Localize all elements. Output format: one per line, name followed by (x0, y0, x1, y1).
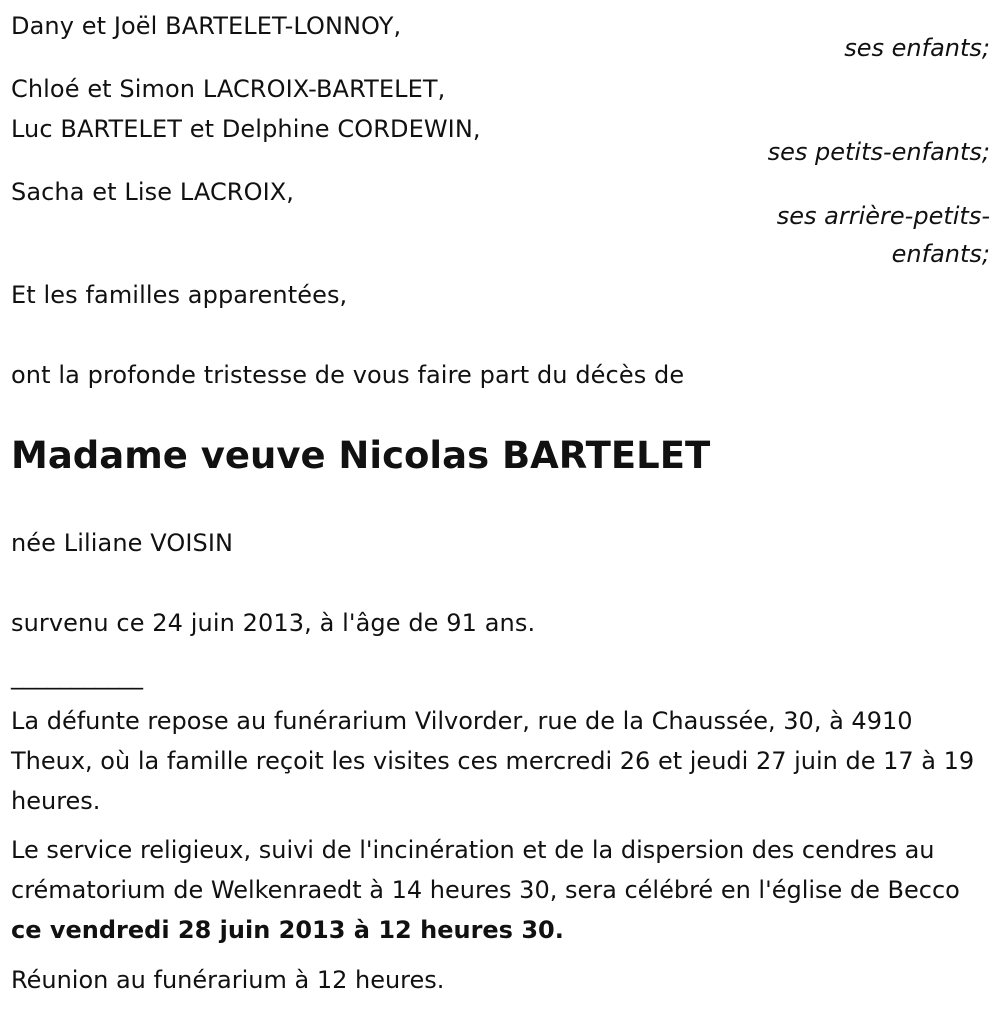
maiden-name: née Liliane VOISIN (11, 529, 234, 557)
service-text: Le service religieux, suivi de l'incinération et de la dispersion des cendres au crématorium de Welkenraedt à 14 heures 30, sera célébré en l'église de Becco (11, 836, 960, 904)
grandchildren-role: ses petits-enfants; (767, 138, 990, 166)
separator-line: ___________ (11, 662, 143, 690)
grandchild-line-2: Luc BARTELET et Delphine CORDEWIN, (11, 115, 481, 143)
great-grandchildren-names: Sacha et Lise LACROIX, (11, 178, 295, 206)
children-names: Dany et Joël BARTELET-LONNOY, (11, 12, 402, 40)
death-notice: survenu ce 24 juin 2013, à l'âge de 91 ans. (11, 609, 536, 637)
related-families: Et les familles apparentées, (11, 281, 348, 309)
great-grandchildren-role-line-2: enfants; (891, 240, 990, 268)
children-role: ses enfants; (844, 34, 990, 62)
service-date: ce vendredi 28 juin 2013 à 12 heures 30. (11, 916, 564, 944)
great-grandchildren-role-line-1: ses arrière-petits- (776, 202, 990, 230)
announcement-intro: ont la profonde tristesse de vous faire part du décès de (11, 361, 685, 389)
service-paragraph (11, 830, 991, 950)
meeting-note: Réunion au funérarium à 12 heures. (11, 966, 445, 994)
deceased-name: Madame veuve Nicolas BARTELET (11, 434, 711, 477)
grandchild-line-1: Chloé et Simon LACROIX-BARTELET, (11, 75, 446, 103)
visitation-paragraph: La défunte repose au funérarium Vilvorder, rue de la Chaussée, 30, à 4910 Theux, où la famille reçoit les visites ces mercredi 26 et jeudi 27 juin de 17 à 19 heures. (11, 707, 975, 815)
